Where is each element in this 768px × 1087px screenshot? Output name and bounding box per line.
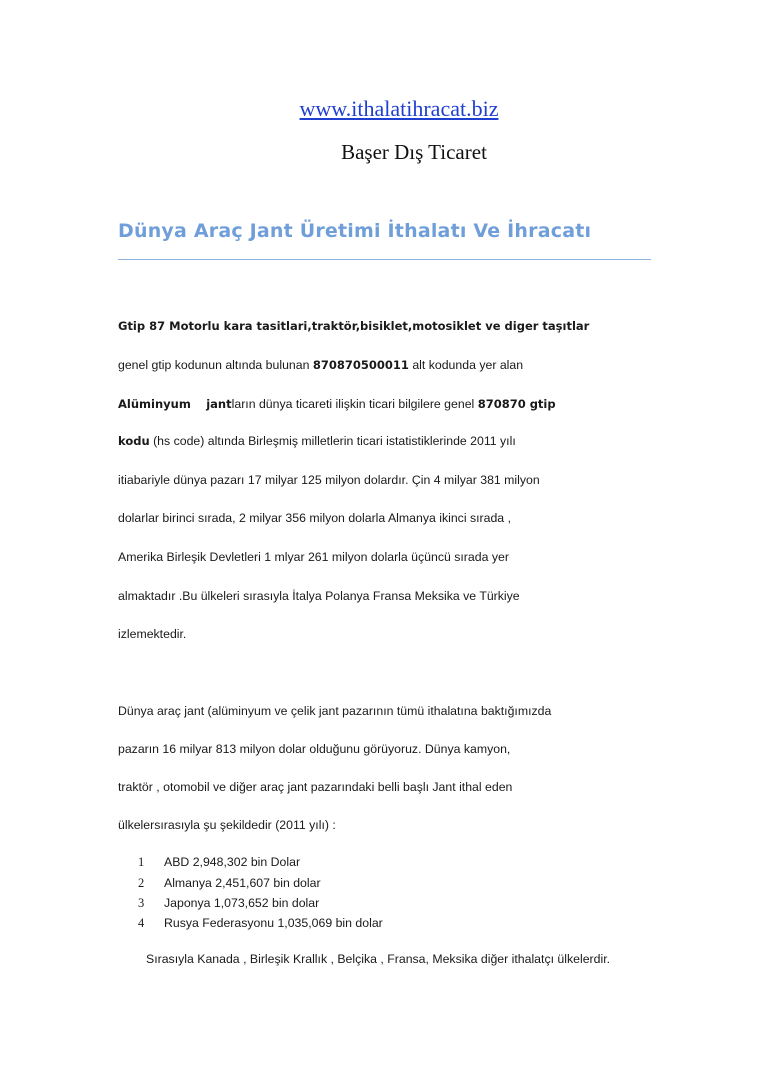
paragraph-line-12: traktör , otomobil ve diğer araç jant pazarındaki belli başlı Jant ithal eden — [118, 780, 513, 794]
list-item: Almanya 2,451,607 bin dolar — [164, 876, 321, 890]
text-segment-bold: kodu — [118, 434, 150, 448]
paragraph-line-2 — [118, 358, 523, 372]
paragraph-line-1: Gtip 87 Motorlu kara tasitlari,traktör,bisiklet,motosiklet ve diger taşıtlar — [118, 319, 590, 333]
paragraph-line-10: Dünya araç jant (alüminyum ve çelik jant pazarının tümü ithalatına baktığımızda — [118, 704, 552, 718]
paragraph-line-8: almaktadır .Bu ülkeleri sırasıyla İtalya Polanya Fransa Meksika ve Türkiye — [118, 589, 520, 603]
company-name: Başer Dış Ticaret — [341, 140, 487, 164]
title-divider — [118, 259, 651, 260]
text-segment: (hs code) altında Birleşmiş milletlerin ticari istatistiklerinde 2011 yılı — [149, 434, 516, 448]
text-segment: alt kodunda yer alan — [412, 358, 524, 372]
list-number: 2 — [138, 876, 145, 890]
text-segment: ların dünya ticareti ilişkin ticari bilgilere genel — [231, 397, 478, 411]
gtip-code: 870870500011 — [312, 358, 409, 372]
text-segment-bold: 870870 gtip — [477, 397, 556, 411]
paragraph-line-4 — [118, 434, 516, 448]
closing-sentence: Sırasıyla Kanada , Birleşik Krallık , Belçika , Fransa, Meksika diğer ithalatçı ülkelerdir. — [146, 952, 611, 966]
list-number: 1 — [138, 855, 145, 869]
paragraph-line-5: itiabariyle dünya pazarı 17 milyar 125 milyon dolardır. Çin 4 milyar 381 milyon — [118, 473, 540, 487]
paragraph-line-11: pazarın 16 milyar 813 milyon dolar olduğunu görüyoruz. Dünya kamyon, — [118, 742, 511, 756]
text-segment-bold: Alüminyum — [118, 397, 191, 411]
text-segment: genel gtip kodunun altında bulunan — [118, 358, 313, 372]
paragraph-line-9: izlemektedir. — [118, 627, 187, 641]
document-title: Dünya Araç Jant Üretimi İthalatı Ve İhracatı — [118, 220, 592, 242]
paragraph-line-7: Amerika Birleşik Devletleri 1 mlyar 261 milyon dolarla üçüncü sırada yer — [118, 550, 509, 564]
paragraph-line-6: dolarlar birinci sırada, 2 milyar 356 milyon dolarla Almanya ikinci sırada , — [118, 511, 511, 525]
paragraph-line-13: ülkelersırasıyla şu şekildedir (2011 yılı) : — [118, 818, 336, 832]
list-item: Japonya 1,073,652 bin dolar — [164, 896, 320, 910]
list-item: ABD 2,948,302 bin Dolar — [164, 855, 301, 869]
list-item: Rusya Federasyonu 1,035,069 bin dolar — [164, 916, 383, 930]
list-number: 4 — [138, 916, 145, 930]
text-segment-bold: jant — [206, 397, 232, 411]
paragraph-line-3 — [118, 397, 556, 411]
list-number: 3 — [138, 896, 145, 910]
site-url-link[interactable]: www.ithalatihracat.biz — [299, 96, 499, 121]
